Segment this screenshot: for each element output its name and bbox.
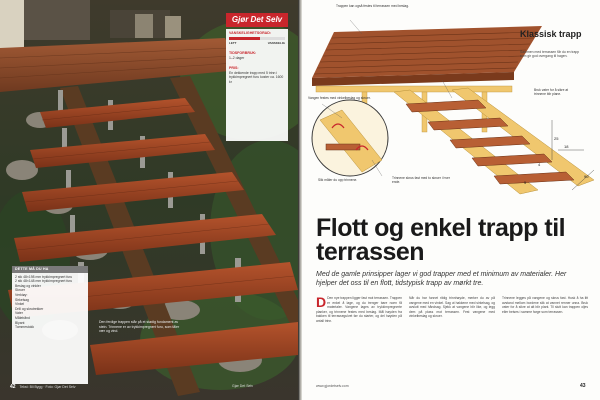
left-folio-brand: Gjør Det Selv <box>232 384 254 388</box>
article-lead: Med de gamle prinsipper lager vi god trapper med et minimum av materialer. Her hjelper det oss til en flott, tidstypisk trapp av mørkt tre. <box>316 271 567 287</box>
time-text: 1–2 dager <box>229 56 245 60</box>
materials-item: Vinkel <box>15 302 25 307</box>
difficulty-hard: VANSKELIG <box>267 41 285 45</box>
project-info-box <box>226 29 288 141</box>
left-folio <box>10 384 76 390</box>
dim-label: 4 <box>538 162 541 167</box>
difficulty-label: VANSKELIGHETSGRAD: <box>229 31 272 35</box>
diagram-callout: Slik måler du opp trinnene. <box>318 178 358 182</box>
materials-heading: DETTE MÅ DU HA <box>12 266 88 273</box>
materials-item: 2 stk 48×148 mm trykkimpregnert furu <box>15 279 73 284</box>
diagram-callout: Trinnene skrus fast med to skruer i hver ende. <box>392 176 450 185</box>
dim-label: 25 <box>554 136 559 141</box>
materials-list <box>12 266 88 384</box>
section-badge: Gjør Det Selv <box>226 13 288 27</box>
photo-caption: Den ferdige trappen står på et stødig fundament av stein. Trinnene er av trykkimpregnert furu, som tåler vær og vind. <box>99 320 180 333</box>
article-body <box>316 296 588 380</box>
materials-item: Beslag og vinkler <box>15 283 41 288</box>
body-column <box>409 296 495 380</box>
body-text: Når du har funnet riktig trinnhøyde, merker du av på vangene med en vinkel. Sag ut hakkene med sirkelsag, og avslutt med håndsag. Sjekk at vangene blir like, og legg dem på plass mot terrassen. Fest vangene med vinkelbeslag og skruer. <box>409 296 495 319</box>
materials-item: Tommestokk <box>15 325 35 330</box>
article-headline: Flott og enkel trapp til terrassen <box>316 214 566 266</box>
left-page <box>0 0 298 400</box>
materials-item: Vater <box>15 311 23 316</box>
body-column <box>502 296 588 380</box>
dim-label: 90 <box>584 174 589 179</box>
right-page-number: 43 <box>580 383 586 389</box>
body-text: Den nye trappen ligger fast mot terrassen. Trappen er enkel å lage, og du trenger bare noen få materialer. Vangene lages av trykkimpregnerte planker, og trinnene festes med beslag. Mål høyden fra bakken til terrassegulvet før du starter, og del høyden på antall trinn. <box>316 296 402 323</box>
right-folio-web: www.gjordetselv.com <box>316 384 349 388</box>
right-page <box>302 0 600 400</box>
difficulty-easy: LETT <box>229 41 237 45</box>
dropcap: D <box>316 296 327 310</box>
body-text: Trinnene legges på vangene og skrus fast. Husk å ha litt avstand mellom bordene slik at vannet renner unna. Bruk vater for å sikre at alt blir plant. Til slutt kan trappen oljes eller beises i samme farge som terrassen. <box>502 296 588 314</box>
dim-label: 5 <box>524 180 527 185</box>
materials-item: Skruer <box>15 288 25 293</box>
diagram-callout: Trappen kan også festes til terrassen med beslag. <box>336 4 409 8</box>
difficulty-scale <box>229 41 285 45</box>
diagram-description: Sammen med terrassen får du en trapp som gir god overgang til hagen. <box>520 50 580 59</box>
materials-item: Blyant <box>15 320 25 325</box>
materials-item: 2 stk 48×198 mm trykkimpregnert furu <box>15 274 73 279</box>
materials-item: Drill og skrutrekker <box>15 306 44 311</box>
materials-item: Sirkelsag <box>15 297 29 302</box>
difficulty-fill <box>229 37 260 40</box>
difficulty-meter <box>229 37 285 40</box>
materials-item: Målebånd <box>15 315 30 320</box>
price-label: PRIS: <box>229 66 239 70</box>
dim-label: 18 <box>564 144 569 149</box>
body-column <box>316 296 402 380</box>
diagram-title: Klassisk trapp <box>520 29 582 39</box>
price-text: En dekkende trapp med 5 trinn i trykkimpregnert furu koster ca. 1600 kr <box>229 71 284 84</box>
left-credit: Tekst: Bli Bygg · Foto: Gjør Det Selv <box>19 385 76 389</box>
materials-items <box>12 273 88 332</box>
left-page-number: 42 <box>10 384 16 390</box>
diagram-callout: Vangen festes med vinkelbeslag og skruer. <box>308 96 371 100</box>
diagram-callout: Bruk vater for å sikre at trinnene blir plane. <box>534 88 569 97</box>
materials-item: Verktøy: <box>15 292 28 297</box>
time-label: TIDSFORBRUK: <box>229 51 257 55</box>
